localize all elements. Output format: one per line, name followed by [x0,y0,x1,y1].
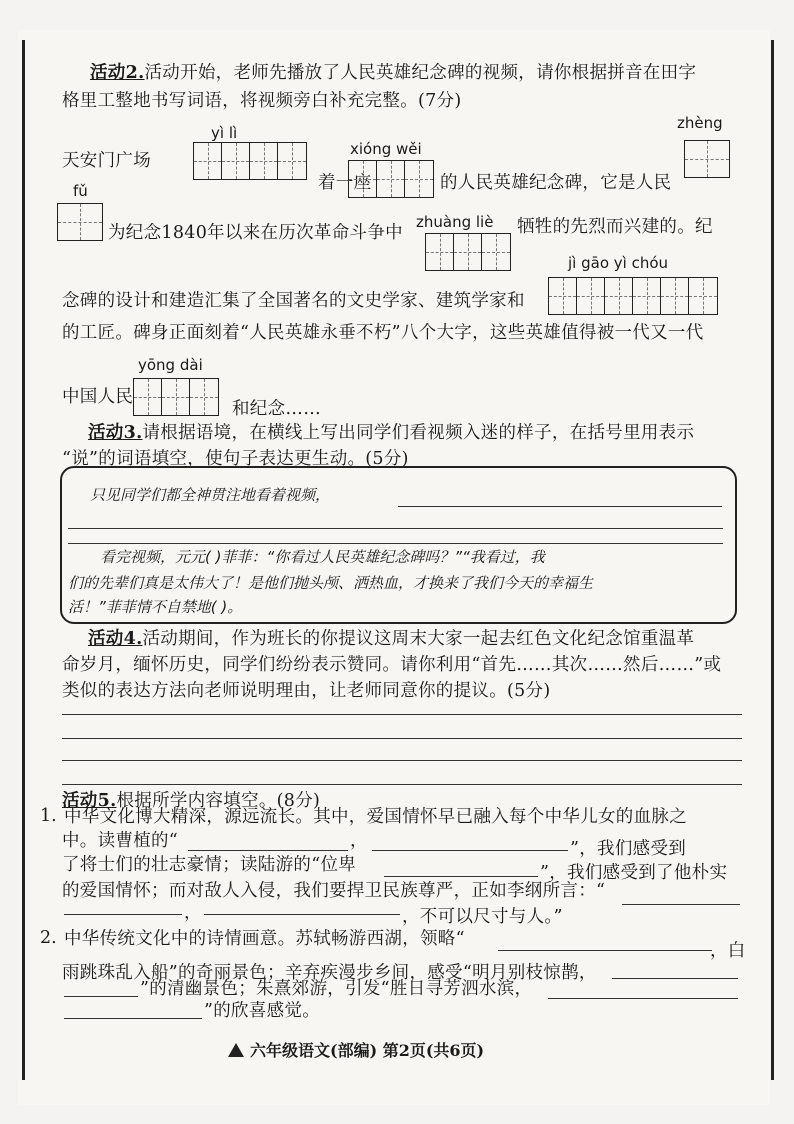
sentence1-b: 着一座 [318,173,372,193]
answer-line[interactable] [62,760,742,761]
answer-line[interactable] [398,506,722,507]
q1-line1: 中华文化博大精深，源远流长。其中，爱国情怀早已融入每个中华儿女的血脉之 [64,807,687,827]
box-line1: 只见同学们都全神贯注地看着视频， [90,486,331,504]
answer-line[interactable] [68,543,723,544]
fill-line[interactable] [64,1018,202,1019]
sentence3-a: 念碑的设计和建造汇集了全国著名的文史学家、建筑学家和 [62,291,525,311]
activity2-line2: 格里工整地书写词语，将视频旁白补充完整。(7分) [62,91,462,111]
pinyin-fu: fǔ [73,182,88,200]
pinyin-zheng: zhèng [677,114,723,132]
q1-line5b: ，不可以尺寸与人。” [402,907,563,927]
binding-line-left [22,40,25,1080]
pinyin-yili: yì lì [211,124,238,142]
q1-line2c: ”，我们感受到 [570,839,687,859]
q2-line3: ”的清幽景色；朱熹郊游，引发“胜日寻芳泗水滨， [140,979,533,999]
q1-line2a: 中。读曹植的“ [62,831,179,851]
activity3-line1: 活动3.请根据语境，在横线上写出同学们看视频入迷的样子，在括号里用表示 [88,423,695,443]
activity3-line2: “说”的词语填空，使句子表达更生动。(5分) [62,449,409,469]
sentence5-a: 中国人民 [62,387,134,407]
activity4-line3: 类似的表达方法向老师说明理由，让老师同意你的提议。(5分) [62,681,551,701]
sentence5-b: 和纪念…… [232,399,321,419]
grid-xiongwei[interactable] [348,160,434,198]
answer-line[interactable] [62,784,742,785]
fill-line[interactable] [204,914,400,915]
activity2-title: 活动2. [90,63,145,83]
q1-line5a: ， [184,903,202,923]
q2-number: 2. [40,928,57,948]
sentence1-c: 的人民英雄纪念碑，它是人民 [440,173,672,193]
sentence4: 的工匠。碑身正面刻着“人民英雄永垂不朽”八个大字，这些英雄值得被一代又一代 [62,323,704,343]
answer-line[interactable] [68,528,723,529]
pinyin-zhuanglie: zhuàng liè [416,213,494,231]
grid-fu[interactable] [57,203,103,241]
fill-line[interactable] [622,904,740,905]
q1-line4: 的爱国情怀；而对敌人入侵，我们要捍卫民族尊严，正如李纲所言：“ [62,881,606,901]
pinyin-yongdai: yōng dài [138,356,203,374]
logo-triangle-icon [228,1043,244,1057]
fill-line[interactable] [188,850,348,851]
box-line2: 看完视频，元元( )菲菲：“你看过人民英雄纪念碑吗？”“我看过，我 [100,548,545,566]
sentence1-a: 天安门广场 [62,151,151,171]
fill-line[interactable] [384,876,538,877]
grid-yongdai[interactable] [133,378,219,416]
grid-jigaoyichou[interactable] [548,277,718,315]
activity4-line2: 命岁月，缅怀历史，同学们纷纷表示赞同。请你利用“首先……其次……然后……”或 [62,655,722,675]
answer-line[interactable] [62,738,742,739]
activity5-title: 活动5. [62,791,117,811]
pinyin-xiongwei: xióng wěi [350,140,422,158]
q1-line3a: 了将士们的壮志豪情；读陆游的“位卑 [62,855,357,875]
q2-line1b: ，白 [710,941,746,961]
q2-line1: 中华传统文化中的诗情画意。苏轼畅游西湖，领略“ [64,929,465,949]
activity3-title: 活动3. [88,423,143,443]
activity4-line1: 活动4.活动期间，作为班长的你提议这周末大家一起去红色文化纪念馆重温革 [88,629,695,649]
fill-line[interactable] [64,996,138,997]
q1-number: 1. [40,806,57,826]
fill-line[interactable] [64,914,182,915]
grid-zheng[interactable] [684,140,730,178]
activity2-line1: 活动2.活动开始，老师先播放了人民英雄纪念碑的视频，请你根据拼音在田字 [90,63,697,83]
answer-line[interactable] [62,714,742,715]
fill-line[interactable] [548,998,738,999]
sentence2-a: 为纪念1840年以来在历次革命斗争中 [108,223,403,243]
pinyin-jigaoyichou: jì gāo yì chóu [568,254,669,272]
box-line3: 们的先辈们真是太伟大了！是他们抛头颅、洒热血，才换来了我们今天的幸福生 [68,574,594,592]
binding-line-right [771,40,774,1080]
activity5-line1: 活动5.根据所学内容填空。(8分) [62,791,321,811]
fill-line[interactable] [498,950,712,951]
q2-line4: ”的欣喜感觉。 [204,1001,321,1021]
fill-line[interactable] [612,978,738,979]
q1-line2b: ， [350,831,368,851]
grid-yili[interactable] [193,142,307,180]
activity4-title: 活动4. [88,629,143,649]
sentence2-b: 牺牲的先烈而兴建的。纪 [517,217,713,237]
box-line4: 活！”菲菲情不自禁地( )。 [68,598,243,616]
q2-line2: 雨跳珠乱入船”的奇丽景色；辛弃疾漫步乡间，感受“明月别枝惊鹊， [62,963,597,983]
fill-line[interactable] [372,850,568,851]
q1-line3b: ”，我们感受到了他朴实 [540,863,728,883]
grid-zhuanglie[interactable] [425,233,511,271]
page-footer: 六年级语文(部编) 第2页(共6页) [228,1038,484,1061]
